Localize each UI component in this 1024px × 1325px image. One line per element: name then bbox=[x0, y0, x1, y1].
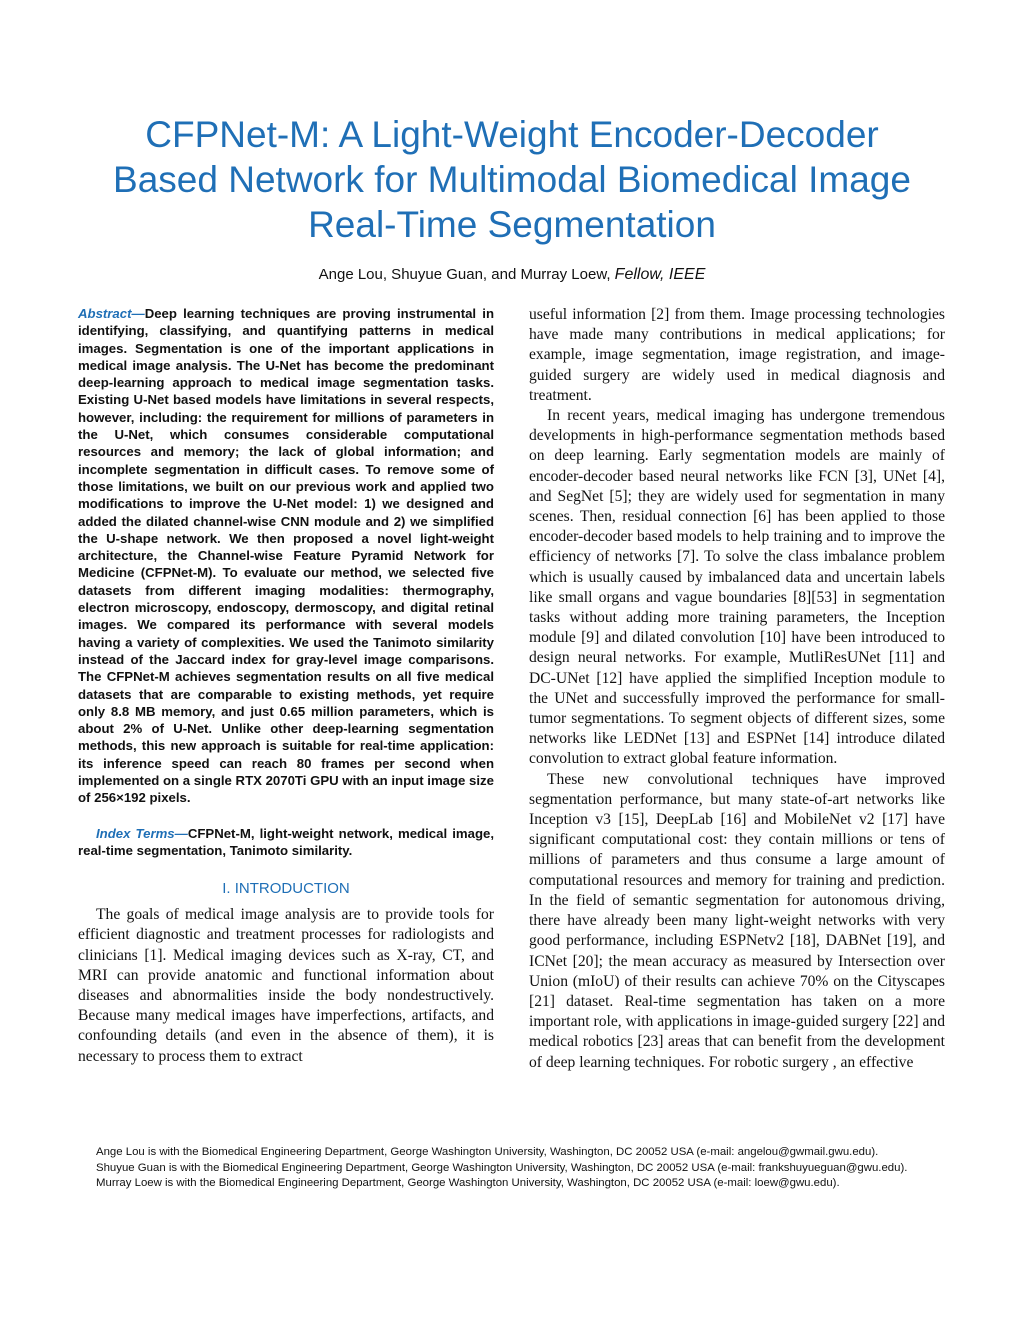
intro-paragraph-2: In recent years, medical imaging has undergone tremendous developments in high-performance segmentation methods based on deep learning. Early segmentation models are mainly of encoder-decoder based neural networks like FCN [3], UNet [4], and SegNet [5]; they are widely used for segmentation in many scenes. Then, residual connection [6] has been applied to those encoder-decoder based models to help training and to improve the efficiency of networks [7]. To solve the class imbalance problem which is usually caused by imbalanced data and uncertain labels like small organs and vague boundaries [8][53] in segmentation tasks without adding more training parameters, the Inception module [9] and dilated convolution [10] have been introduced to design neural networks. For example, MutliResUNet [11] and DC-UNet [12] have applied the simplified Inception module to the UNet and successfully improved the performance for small-tumor segmentations. To segment objects of different sizes, some networks like LEDNet [13] and ESPNet [14] introduce dilated convolution to extract global feature information. bbox=[529, 407, 945, 768]
intro-paragraph-3: These new convolutional techniques have improved segmentation performance, but many state-of-art networks like Inception v3 [15], DeepLab [16] and MobileNet v2 [17] have significant computational cost: they contain millions or tens of millions of parameters and thus consume a large amount of computational resources and memory for training and prediction. In the field of semantic segmentation for autonomous driving, there have already been many light-weight networks with very good performance, including ESPNetv2 [18], DABNet [19], and ICNet [20]; the mean accuracy as measured by Intersection over Union (mIoU) of their results can achieve 70% on the Cityscapes [21] dataset. Real-time segmentation has taken on a more important role, with applications in image-guided surgery [22] and medical robotics [23] areas that can benefit from the development of deep learning techniques. For robotic surgery , an effective bbox=[529, 770, 945, 1071]
abstract-dash: — bbox=[131, 306, 145, 321]
right-column bbox=[529, 305, 945, 1073]
footnote-lou: Ange Lou is with the Biomedical Engineering Department, George Washington University, Washington, DC 20052 USA (e-mail: angelou@gwmail.gwu.edu). bbox=[96, 1146, 879, 1158]
footnote-guan: Shuyue Guan is with the Biomedical Engineering Department, George Washington University, Washington, DC 20052 USA (e-mail: frankshuyueguan@gwu.edu). bbox=[96, 1161, 908, 1174]
index-terms-dash: — bbox=[174, 825, 188, 841]
author-fellow-title: Fellow, IEEE bbox=[614, 266, 706, 283]
title-line-2: Based Network for Multimodal Biomedical Image bbox=[113, 159, 911, 200]
left-column bbox=[78, 305, 494, 1067]
title-line-3: Real-Time Segmentation bbox=[308, 204, 716, 245]
author-line bbox=[60, 266, 964, 284]
title-line-1: CFPNet-M: A Light-Weight Encoder-Decoder bbox=[145, 114, 879, 155]
index-terms-label: Index Terms bbox=[96, 825, 175, 841]
abstract bbox=[78, 305, 494, 807]
index-terms-text: CFPNet-M, light-weight network, medical image, real-time segmentation, Tanimoto similarity. bbox=[78, 825, 494, 858]
abstract-label: Abstract bbox=[78, 306, 132, 321]
index-terms bbox=[78, 825, 494, 860]
author-names: Ange Lou, Shuyue Guan, and Murray Loew, bbox=[318, 266, 611, 283]
footnote-loew: Murray Loew is with the Biomedical Engineering Department, George Washington University, Washington, DC 20052 USA (e-mail: loew@gwu.edu). bbox=[96, 1177, 840, 1190]
paper-title bbox=[60, 112, 964, 247]
section-heading-introduction: I. INTRODUCTION bbox=[222, 880, 350, 898]
intro-paragraph-1: The goals of medical image analysis are to provide tools for efficient diagnostic and treatment processes for radiologists and clinicians [1]. Medical imaging devices such as X-ray, CT, and MRI can provide anatomic and functional information about diseases and abnormalities inside the body nondestructively. Because many medical images have imperfections, artifacts, and confounding details (and even in the absence of them), it is necessary to process them to extract bbox=[78, 906, 494, 1065]
abstract-text: Deep learning techniques are proving instrumental in identifying, classifying, and quantifying patterns in medical images. Segmentation is one of the important applications in medical image analysis. The U-Net has become the predominant deep-learning approach to medical image segmentation tasks. Existing U-Net based models have limitations in several respects, however, including: the requirement for millions of parameters in the U-Net, which consumes considerable computational resources and memory; the lack of global information; and incomplete segmentation in difficult cases. To remove some of those limitations, we built on our previous work and applied two modifications to improve the U-Net model: 1) we designed and added the dilated channel-wise CNN module and 2) we simplified the U-shape network. We then proposed a novel light-weight architecture, the Channel-wise Feature Pyramid Network for Medicine (CFPNet-M). To evaluate our method, we selected five datasets from different imaging modalities: thermography, electron microscopy, endoscopy, dermoscopy, and digital retinal images. We compared its performance with several models having a variety of complexities. We used the Tanimoto similarity instead of the Jaccard index for gray-level image comparisons. The CFPNet-M achieves segmentation results on all five medical datasets that are comparable to existing methods, yet require only 8.8 MB memory, and just 0.65 million parameters, which is about 2% of U-Net. Unlike other deep-learning segmentation methods, this new approach is suitable for real-time application: its inference speed can reach 80 frames per second when implemented on a single RTX 2070Ti GPU with an input image size of 256×192 pixels. bbox=[78, 306, 494, 806]
intro-paragraph-continued: useful information [2] from them. Image processing technologies have made many contributions in medical applications; for example, image segmentation, image registration, and image-guided surgery are widely used in medical diagnosis and treatment. bbox=[529, 306, 945, 404]
author-footnotes bbox=[78, 1145, 946, 1192]
